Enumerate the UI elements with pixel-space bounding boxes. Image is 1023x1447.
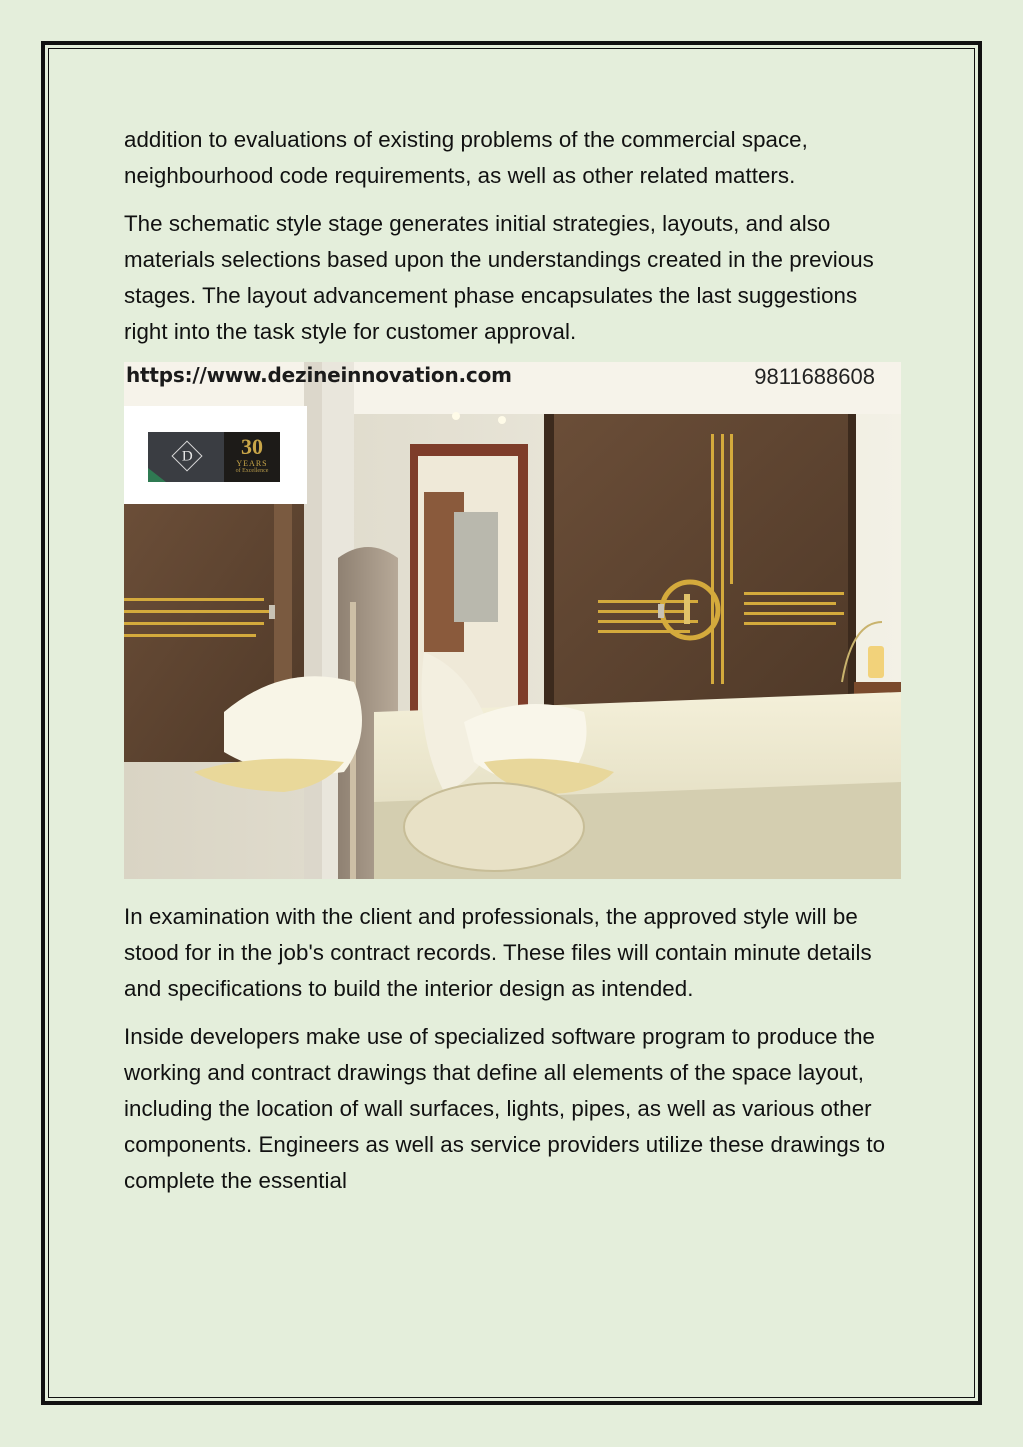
- website-watermark: https://www.dezineinnovation.com: [126, 363, 512, 387]
- page-content: [124, 122, 906, 1211]
- paragraph-3: In examination with the client and professionals, the approved style will be stood for in the job's contract records. These files will contain minute details and specifications to build the interior design as intended.: [124, 904, 872, 1001]
- badge-tagline: of Excellence: [235, 468, 269, 474]
- badge-years: YEARS: [236, 459, 268, 468]
- phone-watermark: 9811688608: [754, 364, 875, 389]
- paragraph-2: The schematic style stage generates initial strategies, layouts, and also materials selections based upon the understandings created in the previous stages. The layout advancement phase encapsulates the last suggestions right into the task style for customer approval.: [124, 211, 874, 344]
- paragraph-4: Inside developers make use of specialized software program to produce the working and contract drawings that define all elements of the space layout, including the location of wall surfaces, lights, pipes, as well as various other components. Engineers as well as service providers utilize these drawings to complete the essential: [124, 1024, 886, 1193]
- company-logo: [124, 406, 307, 504]
- bedroom-photo: [124, 362, 901, 879]
- logo-mark: [148, 432, 224, 482]
- paragraph-1: addition to evaluations of existing problems of the commercial space, neighbourhood code requirements, as well as other related matters.: [124, 127, 808, 188]
- logo-accent-triangle: [148, 468, 166, 482]
- badge-number: 30: [241, 434, 263, 459]
- anniversary-badge: [224, 432, 280, 482]
- logo-diamond: D: [171, 440, 202, 471]
